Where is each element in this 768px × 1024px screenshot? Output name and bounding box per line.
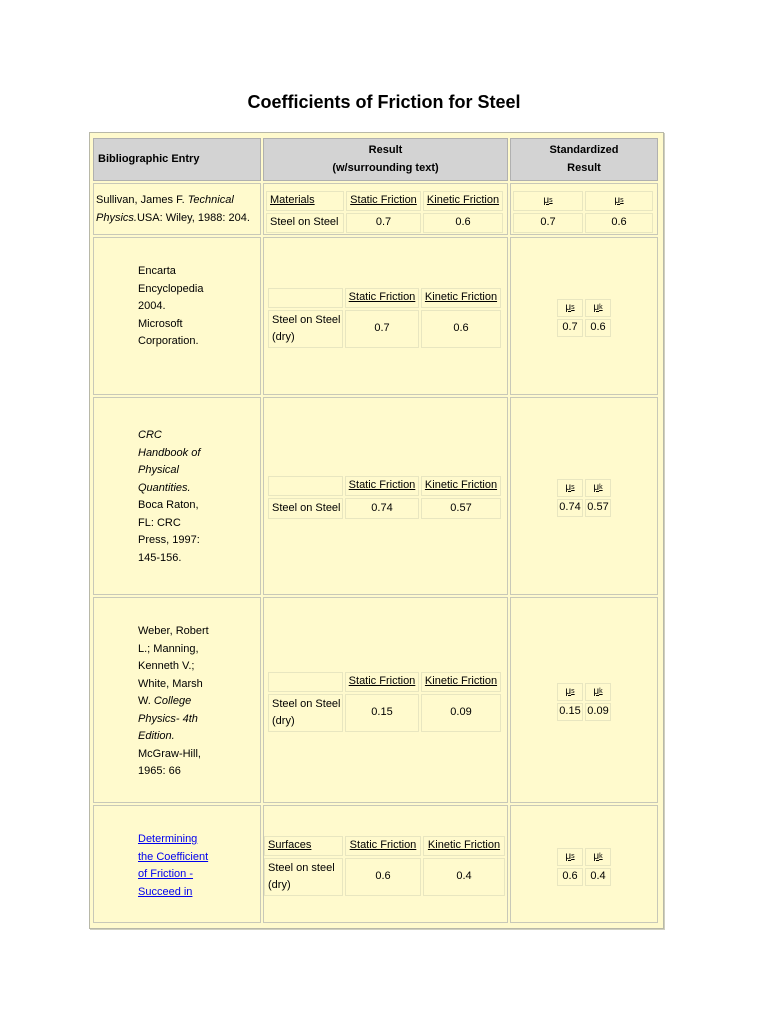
bib-entry-link[interactable] xyxy=(138,831,258,901)
header-standardized-result xyxy=(510,138,658,181)
bib-line: CRC xyxy=(138,429,162,441)
kinetic-friction-header: Kinetic Friction xyxy=(423,836,505,856)
material-value: Steel on Steel xyxy=(268,498,343,519)
mu-s-value: 0.7 xyxy=(513,213,583,233)
mu-k-value: 0.4 xyxy=(585,868,611,886)
bib-link-line[interactable]: the Coefficient xyxy=(138,850,209,863)
material-value xyxy=(268,694,343,732)
bib-entry-crc xyxy=(138,427,258,567)
bib-line: Microsoft xyxy=(138,317,183,330)
material-line: (dry) xyxy=(272,331,295,343)
standardized-cell xyxy=(510,805,658,923)
mu-s-header: μ s xyxy=(557,299,583,317)
bib-entry-sullivan xyxy=(96,192,266,227)
static-friction-header: Static Friction xyxy=(345,288,419,308)
kinetic-friction-value: 0.4 xyxy=(423,858,505,896)
static-friction-value: 0.6 xyxy=(345,858,421,896)
header-std-line1: Standardized xyxy=(549,144,619,156)
mu-k-header: μ k xyxy=(585,683,611,701)
materials-header: Materials xyxy=(266,191,344,211)
result-cell xyxy=(263,397,508,595)
material-value xyxy=(268,310,343,348)
kinetic-friction-value: 0.6 xyxy=(423,213,503,233)
materials-header-empty xyxy=(268,672,343,692)
header-result xyxy=(263,138,508,181)
static-friction-value: 0.7 xyxy=(345,310,419,348)
material-value xyxy=(264,858,343,896)
material-value: Steel on Steel xyxy=(266,213,344,233)
bib-line: Weber, Robert xyxy=(138,625,209,637)
bib-line: W. College xyxy=(138,695,192,707)
bib-line: Press, 1997: xyxy=(138,534,200,546)
material-line: (dry) xyxy=(268,879,291,891)
static-friction-value: 0.7 xyxy=(346,213,421,233)
kinetic-friction-value: 0.6 xyxy=(421,310,501,348)
material-line: Steel on Steel xyxy=(272,697,341,710)
bib-line: Corporation. xyxy=(138,335,199,347)
bib-line: 1965: 66 xyxy=(138,765,181,777)
header-result-line2: (w/surrounding text) xyxy=(332,161,439,174)
bib-line: FL: CRC xyxy=(138,516,181,529)
materials-header-empty xyxy=(268,476,343,496)
bib-line: 2004. xyxy=(138,300,166,312)
bib-line: Physics- 4th xyxy=(138,712,198,725)
mu-s-value: 0.6 xyxy=(557,868,583,886)
bib-entry-weber xyxy=(138,623,258,781)
mu-k-header: μ k xyxy=(585,848,611,866)
kinetic-friction-value: 0.09 xyxy=(421,694,501,732)
static-friction-header: Static Friction xyxy=(345,476,419,496)
bib-link-line[interactable]: Determining xyxy=(138,833,198,845)
mu-k-value: 0.6 xyxy=(585,319,611,337)
bib-line: White, Marsh xyxy=(138,677,203,690)
static-friction-value: 0.74 xyxy=(345,498,419,519)
bib-line: 145-156. xyxy=(138,551,182,564)
header-result-line1: Result xyxy=(368,144,403,156)
bib-line: Quantities. xyxy=(138,481,191,494)
bib-line: Encarta xyxy=(138,265,176,277)
static-friction-header: Static Friction xyxy=(346,191,421,211)
mu-s-header: μ s xyxy=(557,848,583,866)
mu-s-header: μ s xyxy=(557,479,583,497)
bib-line: Handbook of xyxy=(138,446,201,459)
header-bibliographic-entry xyxy=(93,138,261,181)
mu-s-value: 0.15 xyxy=(557,703,583,721)
kinetic-friction-header: Kinetic Friction xyxy=(421,476,501,496)
static-friction-value: 0.15 xyxy=(345,694,419,732)
mu-k-value: 0.09 xyxy=(585,703,611,721)
bib-link-line[interactable]: Succeed in xyxy=(138,885,193,898)
mu-k-header: μ k xyxy=(585,479,611,497)
mu-s-value: 0.7 xyxy=(557,319,583,337)
mu-k-header: μ k xyxy=(585,299,611,317)
static-friction-header: Static Friction xyxy=(345,836,421,856)
mu-k-header: μ s xyxy=(585,191,653,211)
bib-line: Edition. xyxy=(138,730,175,742)
kinetic-friction-header: Kinetic Friction xyxy=(421,288,501,308)
bib-line: McGraw-Hill, xyxy=(138,747,201,760)
mu-s-header: μ s xyxy=(513,191,583,211)
materials-header-empty xyxy=(268,288,343,308)
bib-line: Physical xyxy=(138,464,179,476)
kinetic-friction-value: 0.57 xyxy=(421,498,501,519)
standardized-cell xyxy=(510,597,658,803)
kinetic-friction-header: Kinetic Friction xyxy=(423,191,503,211)
standardized-cell xyxy=(510,237,658,395)
bib-line: Encyclopedia xyxy=(138,282,204,295)
material-line: Steel on steel xyxy=(268,861,335,874)
material-line: (dry) xyxy=(272,715,295,727)
bib-line: Kenneth V.; xyxy=(138,660,195,672)
friction-table xyxy=(89,132,664,929)
header-bib-label: Bibliographic Entry xyxy=(98,152,200,165)
bib-entry-encarta xyxy=(138,263,258,351)
mu-s-header: μ s xyxy=(557,683,583,701)
static-friction-header: Static Friction xyxy=(345,672,419,692)
header-std-line2: Result xyxy=(567,161,601,174)
standardized-cell xyxy=(510,397,658,595)
bib-line: Boca Raton, xyxy=(138,499,199,511)
bib-line: L.; Manning, xyxy=(138,642,199,655)
mu-k-value: 0.6 xyxy=(585,213,653,233)
page-title: Coefficients of Friction for Steel xyxy=(247,92,521,112)
kinetic-friction-header: Kinetic Friction xyxy=(421,672,501,692)
bib-line: Sullivan, James F. Technical xyxy=(96,194,234,206)
bib-link-line[interactable]: of Friction - xyxy=(138,868,194,880)
mu-s-value: 0.74 xyxy=(557,499,583,517)
surfaces-header: Surfaces xyxy=(264,836,343,856)
mu-k-value: 0.57 xyxy=(585,499,611,517)
material-line: Steel on Steel xyxy=(272,313,341,326)
bib-line: Physics.USA: Wiley, 1988: 204. xyxy=(96,211,250,224)
